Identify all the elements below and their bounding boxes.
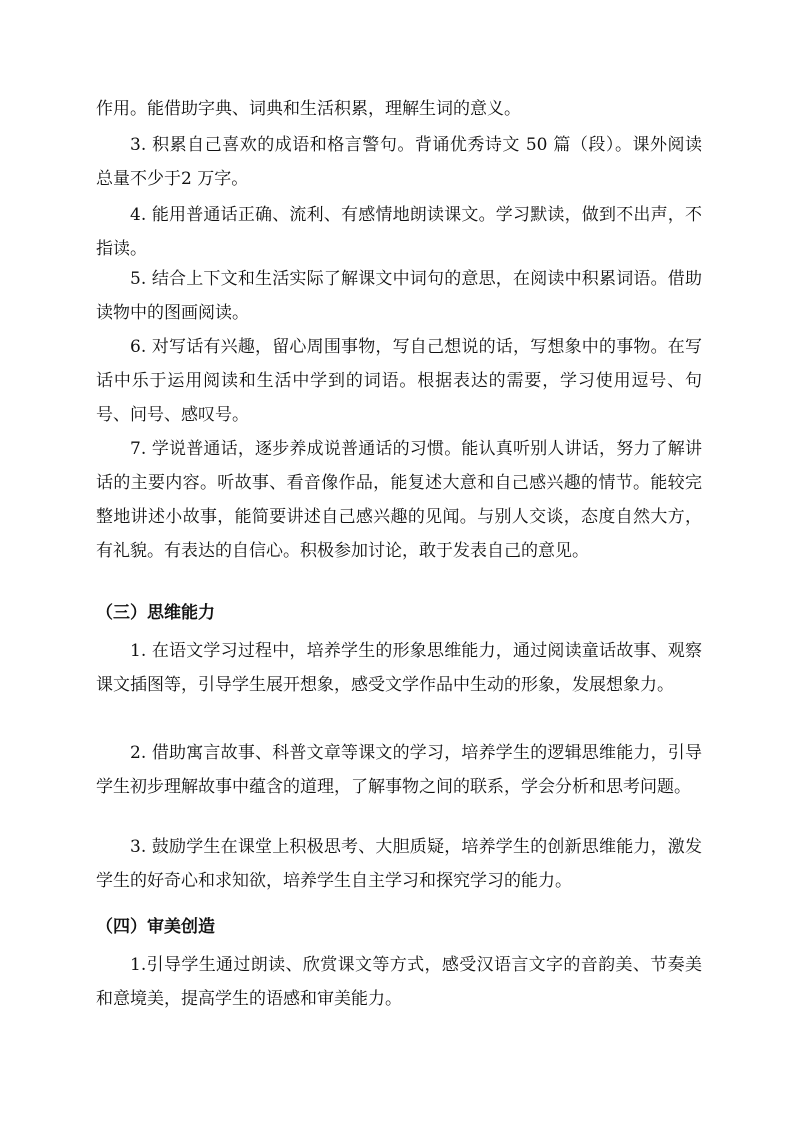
thinking-item-2: 2. 借助寓言故事、科普文章等课文的学习，培养学生的逻辑思维能力，引导学生初步理解故事中蕴含的道理，了解事物之间的联系，学会分析和思考问题。 xyxy=(96,743,702,797)
thinking-item-3: 3. 鼓励学生在课堂上积极思考、大胆质疑，培养学生的创新思维能力，激发学生的好奇心和求知欲，培养学生自主学习和探究学习的能力。 xyxy=(96,837,702,891)
paragraph-item-5: 5. 结合上下文和生活实际了解课文中词句的意思，在阅读中积累词语。借助读物中的图画阅读。 xyxy=(96,269,702,323)
paragraph-continuation: 作用。能借助字典、词典和生活积累，理解生词的意义。 xyxy=(96,99,521,119)
paragraph-item-3: 3. 积累自己喜欢的成语和格言警句。背诵优秀诗文 50 篇（段）。课外阅读总量不少于2 万字。 xyxy=(96,135,702,189)
section-heading-thinking: （三）思维能力 xyxy=(96,603,215,623)
paragraph-item-7: 7. 学说普通话，逐步养成说普通话的习惯。能认真听别人讲话，努力了解讲话的主要内容。听故事、看音像作品，能复述大意和自己感兴趣的情节。能较完整地讲述小故事，能简要讲述自己感兴趣的见闻。与别人交谈，态度自然大方，有礼貌。有表达的自信心。积极参加讨论，敢于发表自己的意见。 xyxy=(96,439,702,561)
paragraph-item-6: 6. 对写话有兴趣，留心周围事物，写自己想说的话，写想象中的事物。在写话中乐于运用阅读和生活中学到的词语。根据表达的需要，学习使用逗号、句号、问号、感叹号。 xyxy=(96,337,702,425)
section-heading-aesthetic: （四）审美创造 xyxy=(96,917,215,937)
paragraph-item-4: 4. 能用普通话正确、流利、有感情地朗读课文。学习默读，做到不出声，不指读。 xyxy=(96,205,702,259)
aesthetic-item-1: 1.引导学生通过朗读、欣赏课文等方式，感受汉语言文字的音韵美、节奏美和意境美，提高学生的语感和审美能力。 xyxy=(96,955,702,1009)
thinking-item-1: 1. 在语文学习过程中，培养学生的形象思维能力，通过阅读童话故事、观察课文插图等，引导学生展开想象，感受文学作品中生动的形象，发展想象力。 xyxy=(96,641,702,695)
